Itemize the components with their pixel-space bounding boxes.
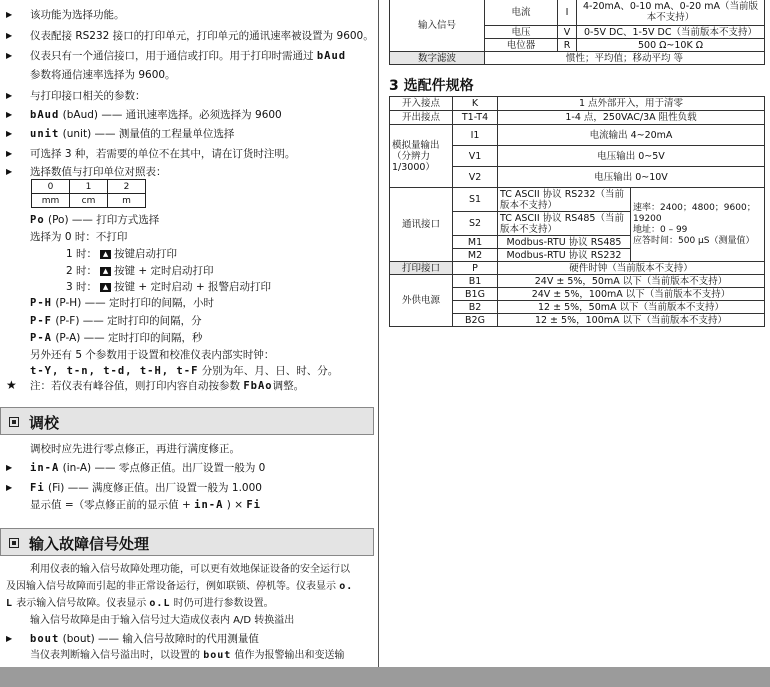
- table-row: M1 Modbus-RTU 协议 RS485: [390, 236, 765, 249]
- table-row: 开入接点 K 1 点外部开入，用于清零: [390, 97, 765, 111]
- segment-code: o.L: [149, 598, 171, 609]
- table-row: B2G 12 ± 5%，100mA 以下（当前版本不支持）: [390, 314, 765, 327]
- table-row: mm cm m: [32, 194, 146, 208]
- intro-text: 该功能为选择功能。: [30, 9, 125, 21]
- po-select-2: 2 时： ▲ 按键 + 定时启动打印: [66, 265, 214, 277]
- table-row: B1G 24V ± 5%，100mA 以下（当前版本不支持）: [390, 288, 765, 301]
- note-text: 注：若仪表有峰谷值，则打印内容自动按参数 FbAo调整。: [30, 380, 305, 392]
- segment-code: bAud: [30, 109, 60, 121]
- po-select-1: 1 时： ▲ 按键启动打印: [66, 248, 178, 260]
- unit-note: 可选择 3 种，若需要的单位不在其中，请在订货时注明。: [30, 148, 296, 160]
- key-icon: ▲: [100, 267, 111, 276]
- star-icon: ★: [6, 378, 17, 392]
- table-row: 0 1 2: [32, 180, 146, 194]
- segment-code: unit: [30, 128, 60, 140]
- fault-text: 当仪表判断输入信号溢出时，以设置的 bout 值作为报警输出和变送输: [30, 650, 345, 661]
- column-divider: [378, 0, 379, 667]
- segment-code: in-A: [30, 462, 60, 474]
- table-row: V2 电压输出 0~10V: [390, 167, 765, 188]
- bullet-icon: ▶: [6, 463, 13, 472]
- intro-text: 仪表配接 RS232 接口的打印单元，打印单元的通讯速率被设置为 9600。: [30, 30, 374, 42]
- segment-code: bout: [203, 650, 232, 661]
- bullet-icon: ▶: [6, 31, 13, 40]
- clock-params: t-Y, t-n, t-d, t-H, t-F 分别为年、月、日、时、分。: [30, 365, 339, 377]
- table-row: V1 电压输出 0~5V: [390, 146, 765, 167]
- segment-code: bout: [30, 633, 60, 645]
- param-pf: P-F (P-F) —— 定时打印的间隔，分: [30, 315, 202, 327]
- fault-text: 输入信号故障是由于输入信号过大造成仪表内 A/D 转换溢出: [30, 615, 295, 626]
- section-square-icon: [9, 417, 19, 427]
- intro-text: 仪表只有一个通信接口，用于通信或打印。用于打印时需通过 bAud: [30, 50, 347, 62]
- bottom-bar: [0, 667, 770, 687]
- key-icon: ▲: [100, 250, 111, 259]
- calibration-intro: 调校时应先进行零点修正，再进行满度修正。: [30, 443, 240, 455]
- bullet-icon: ▶: [6, 167, 13, 176]
- fault-text: L 表示输入信号故障。仪表显示 o.L 时仍可进行参数设置。: [6, 598, 274, 609]
- intro-text: 参数将通信速率选择为 9600。: [30, 69, 176, 81]
- left-column: [0, 0, 378, 667]
- clock-params-intro: 另外还有 5 个参数用于设置和校准仪表内部实时钟：: [30, 349, 275, 361]
- segment-code: in-A: [194, 499, 224, 511]
- segment-code: Fi: [246, 499, 261, 511]
- table-row: M2 Modbus-RTU 协议 RS232: [390, 249, 765, 262]
- bullet-icon: ▶: [6, 51, 13, 60]
- param-ph: P-H (P-H) —— 定时打印的间隔，小时: [30, 297, 214, 309]
- segment-code: t-Y, t-n, t-d, t-H, t-F: [30, 365, 199, 377]
- segment-code: L: [6, 598, 14, 609]
- table-row: B2 12 ± 5%，50mA 以下（当前版本不支持）: [390, 301, 765, 314]
- bullet-icon: ▶: [6, 634, 13, 643]
- options-heading: 3 选配件规格: [389, 78, 474, 94]
- section-header-fault: [0, 528, 374, 556]
- segment-code: P-H: [30, 297, 52, 309]
- segment-code: P-F: [30, 315, 52, 327]
- comm-notes: 速率：2400；4800；9600；19200 地址：0 – 99 应答时间：500 μS（测量值）: [631, 188, 765, 262]
- unit-select-table: [31, 179, 146, 208]
- table-row: 输入信号 电流 I 4-20mA、0-10 mA、0-20 mA（当前版本不支持）: [390, 0, 765, 26]
- bullet-icon: ▶: [6, 91, 13, 100]
- param-baud: bAud (bAud) —— 通讯速率选择。必须选择为 9600: [30, 109, 282, 121]
- table-row: 通讯接口 S1 TC ASCII 协议 RS232（当前版本不支持） 速率：2400；4800；9600；19200 地址：0 – 99 应答时间：500 μS（测量值）: [390, 188, 765, 212]
- section-title: 输入故障信号处理: [29, 535, 150, 553]
- param-po: Po (Po) —— 打印方式选择: [30, 214, 160, 226]
- segment-code: Fi: [30, 482, 45, 494]
- table-row: S2 TC ASCII 协议 RS485（当前版本不支持）: [390, 212, 765, 236]
- param-fi: Fi (Fi) —— 满度修正值。出厂设置一般为 1.000: [30, 482, 262, 494]
- segment-code: P-A: [30, 332, 52, 344]
- param-in-a: in-A (in-A) —— 零点修正值。出厂设置一般为 0: [30, 462, 266, 474]
- bullet-icon: ▶: [6, 483, 13, 492]
- fault-text: 及因输入信号故障而引起的非正常设备运行，例如联锁、停机等。仪表显示 o.: [6, 581, 354, 592]
- params-header: 与打印接口相关的参数：: [30, 90, 146, 102]
- param-pa: P-A (P-A) —— 定时打印的间隔，秒: [30, 332, 203, 344]
- input-spec-table: [389, 0, 765, 65]
- table-row: 开出接点 T1-T4 1-4 点，250VAC/3A 阻性负载: [390, 111, 765, 125]
- section-square-icon: [9, 538, 19, 548]
- table-row: 电压 V 0-5V DC、1-5V DC（当前版本不支持）: [390, 26, 765, 39]
- bullet-icon: ▶: [6, 10, 13, 19]
- po-select-0: 选择为 0 时：不打印: [30, 231, 128, 243]
- section-header-calibration: [0, 407, 374, 435]
- table-row: 模拟量输出（分辨力 1/3000） I1 电流输出 4~20mA: [390, 125, 765, 146]
- section-title: 调校: [29, 414, 60, 432]
- bullet-icon: ▶: [6, 110, 13, 119]
- bullet-icon: ▶: [6, 129, 13, 138]
- bullet-icon: ▶: [6, 149, 13, 158]
- options-spec-table: [389, 96, 765, 327]
- table-row: 电位器 R 500 Ω~10K Ω: [390, 39, 765, 52]
- fault-text: 利用仪表的输入信号故障处理功能，可以更有效地保证设备的安全运行以: [30, 564, 350, 575]
- key-icon: ▲: [100, 283, 111, 292]
- display-formula: 显示值 =（零点修正前的显示值 + in-A ) × Fi: [30, 499, 261, 511]
- param-bout: bout (bout) —— 输入信号故障时的代用测量值: [30, 633, 259, 645]
- table-row: 数字滤波 惯性；平均值；移动平均 等: [390, 52, 765, 65]
- segment-code: o.: [339, 581, 354, 592]
- segment-code: Po: [30, 214, 45, 226]
- po-select-3: 3 时： ▲ 按键 + 定时启动 + 报警启动打印: [66, 281, 271, 293]
- segment-code: FbAo: [243, 380, 273, 392]
- table-row: 打印接口 P 硬件时钟（当前版本不支持）: [390, 262, 765, 275]
- table-row: 外供电源 B1 24V ± 5%，50mA 以下（当前版本不支持）: [390, 275, 765, 288]
- table-caption: 选择数值与打印单位对照表：: [30, 166, 167, 178]
- param-unit: unit (unit) —— 测量值的工程量单位选择: [30, 128, 235, 140]
- segment-code: bAud: [316, 50, 347, 62]
